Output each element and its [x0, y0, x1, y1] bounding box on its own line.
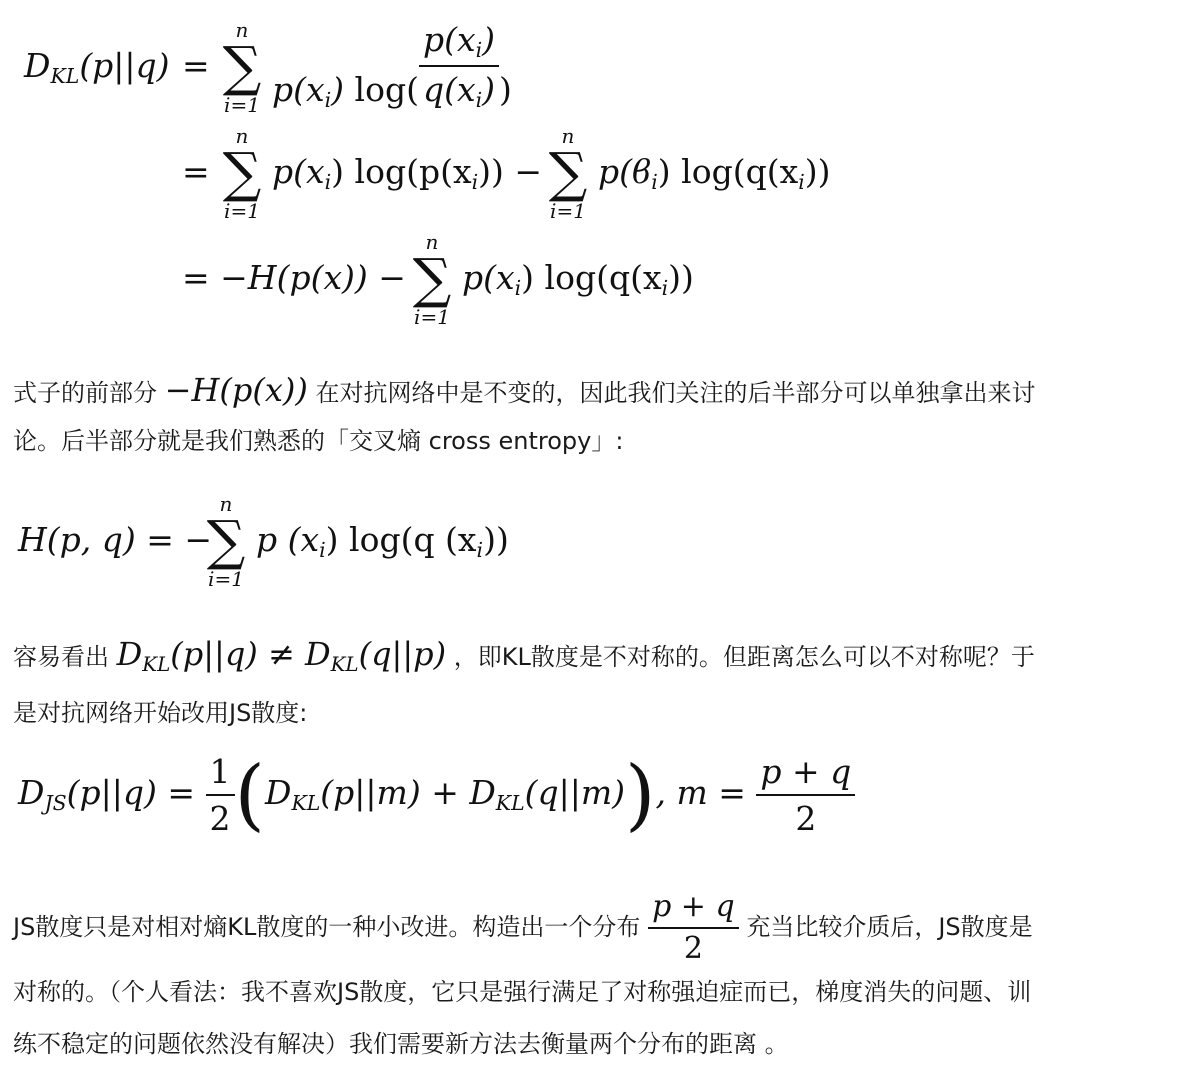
- eq1-sum: n ∑ i=1: [222, 18, 262, 117]
- eq3-sum: n ∑ i=1: [412, 230, 452, 329]
- eq2-sum-1: n ∑ i=1: [222, 124, 262, 223]
- eq4-lhs: H(p, q) = −: [18, 520, 213, 559]
- paragraph-3: JS散度只是对相对熵KL散度的一种小改进。构造出一个分布 $\frac{p + q}{2}$ 充当比较介质后，JS散度是 对称的。（个人看法：我不喜欢JS散度，它只是强行满足了对称强迫症而已，梯度消失的问题、训 练不稳定的问题依然没有解决）我们需要新方法去衡量两个分布的距离 。: [13, 889, 1033, 1058]
- eq2-rhs-a: $p(x_i) \log(p(x_i))$ −: [272, 152, 543, 195]
- eq1-equals: =: [182, 46, 210, 85]
- eq2-rhs-b: $p(ϐ_i)$ $\log(q(x_i))$: [598, 152, 831, 195]
- eq1-lhs: $D_{KL}(p||q)$: [24, 46, 170, 89]
- paragraph-2: 容易看出 $D_{KL}(p||q) \ne D_{KL}(q||p)$ ，即KL散度是不对称的。但距离怎么可以不对称呢？于 是对抗网络开始改用JS散度:: [13, 635, 1035, 727]
- eq4-sum: n ∑ i=1: [206, 492, 246, 591]
- paragraph-1: 式子的前部分 −H(p(x)) 在对抗网络中是不变的，因此我们关注的后半部分可以单独拿出来讨 论。后半部分就是我们熟悉的「交叉熵 cross entropy」:: [13, 371, 1036, 455]
- eq5: $D_{JS}(p||q)$ = $\frac{1}{2}$ $(D_{KL}(p||m) + D_{KL}(q||m))$, m = $\frac{p + q}{2}$: [18, 752, 855, 838]
- eq1-rhs: $p(x_i)$ log( $\frac{p(x_i)}{q(x_i)}$ ): [272, 20, 512, 113]
- eq4-rhs: p $(x_i)$ log(q $(x_i)$): [256, 520, 509, 563]
- eq3-rhs: $p(x_i)$ $\log(q(x_i))$: [462, 258, 694, 301]
- eq3-lhs: = −H(p(x)) −: [182, 258, 406, 297]
- eq2-equals: =: [182, 152, 210, 191]
- eq2-sum-2: n ∑ i=1: [548, 124, 588, 223]
